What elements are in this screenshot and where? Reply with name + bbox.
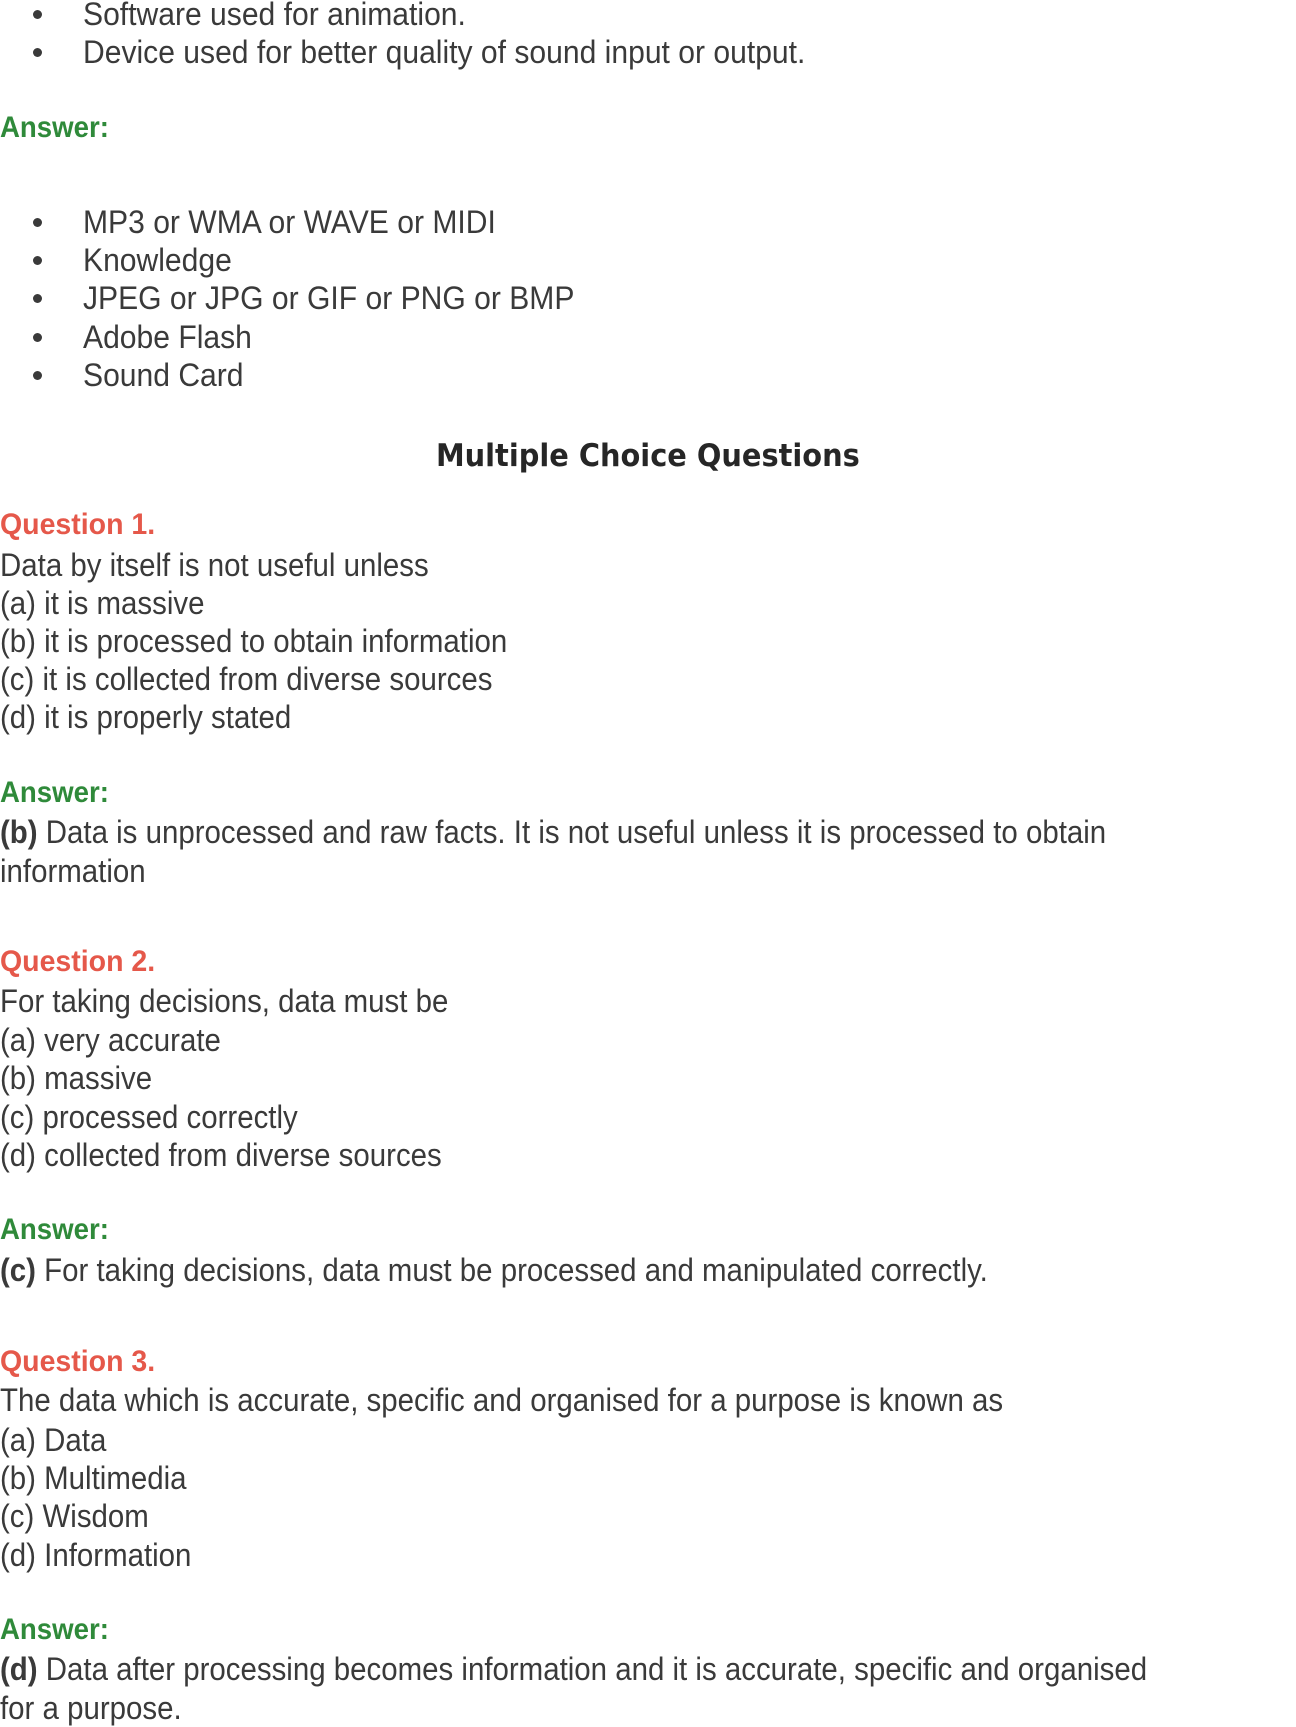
answer-explanation: [0, 1251, 988, 1289]
section-title-text: Multiple Choice Questions: [436, 438, 860, 474]
option-c: (c) processed correctly: [0, 1099, 298, 1135]
option-d: (d) it is properly stated: [0, 699, 292, 735]
question-prompt: The data which is accurate, specific and organised for a purpose is known as: [0, 1382, 1004, 1418]
list-item-text: JPEG or JPG or GIF or PNG or BMP: [83, 280, 575, 316]
answer-heading: Answer:: [0, 776, 109, 809]
bullet-icon: [33, 333, 42, 342]
list-item-text: Sound Card: [83, 357, 244, 393]
option-d: (d) Information: [0, 1537, 192, 1573]
list-item-text: Software used for animation.: [83, 0, 466, 32]
question-prompt: For taking decisions, data must be: [0, 983, 449, 1019]
option-c: (c) it is collected from diverse sources: [0, 661, 493, 697]
list-item-text: Adobe Flash: [83, 319, 252, 355]
answer-key: (b): [0, 814, 38, 850]
option-d: (d) collected from diverse sources: [0, 1137, 442, 1173]
option-b: (b) massive: [0, 1060, 153, 1096]
answer-key: (c): [0, 1252, 36, 1288]
answer-heading: Answer:: [0, 111, 109, 144]
answer-text: For taking decisions, data must be processed and manipulated correctly.: [35, 1252, 988, 1288]
answer-explanation: [0, 1650, 1147, 1688]
answer-text: Data after processing becomes information and it is accurate, specific and organised: [37, 1651, 1148, 1687]
bullet-icon: [33, 10, 42, 19]
bullet-icon: [33, 48, 42, 57]
list-item-text: Device used for better quality of sound input or output.: [83, 34, 806, 70]
option-b: (b) Multimedia: [0, 1460, 187, 1496]
answer-explanation-cont: information: [0, 853, 146, 889]
option-a: (a) it is massive: [0, 585, 205, 621]
question-heading: Question 1.: [0, 508, 156, 541]
answer-text: Data is unprocessed and raw facts. It is not useful unless it is processed to obtain: [37, 814, 1107, 850]
option-b: (b) it is processed to obtain information: [0, 623, 508, 659]
list-item-text: Knowledge: [83, 242, 232, 278]
question-heading: Question 3.: [0, 1345, 156, 1378]
answer-heading: Answer:: [0, 1613, 109, 1646]
bullet-icon: [33, 294, 42, 303]
option-a: (a) very accurate: [0, 1022, 221, 1058]
answer-key: (d): [0, 1651, 38, 1687]
bullet-icon: [33, 371, 42, 380]
option-c: (c) Wisdom: [0, 1498, 149, 1534]
answer-explanation-cont: for a purpose.: [0, 1690, 182, 1726]
answer-explanation: [0, 813, 1106, 851]
question-prompt: Data by itself is not useful unless: [0, 547, 429, 583]
bullet-icon: [33, 218, 42, 227]
bullet-icon: [33, 256, 42, 265]
list-item-text: MP3 or WMA or WAVE or MIDI: [83, 204, 496, 240]
section-title: [0, 436, 1296, 476]
option-a: (a) Data: [0, 1422, 107, 1458]
answer-heading: Answer:: [0, 1213, 109, 1246]
question-heading: Question 2.: [0, 945, 156, 978]
